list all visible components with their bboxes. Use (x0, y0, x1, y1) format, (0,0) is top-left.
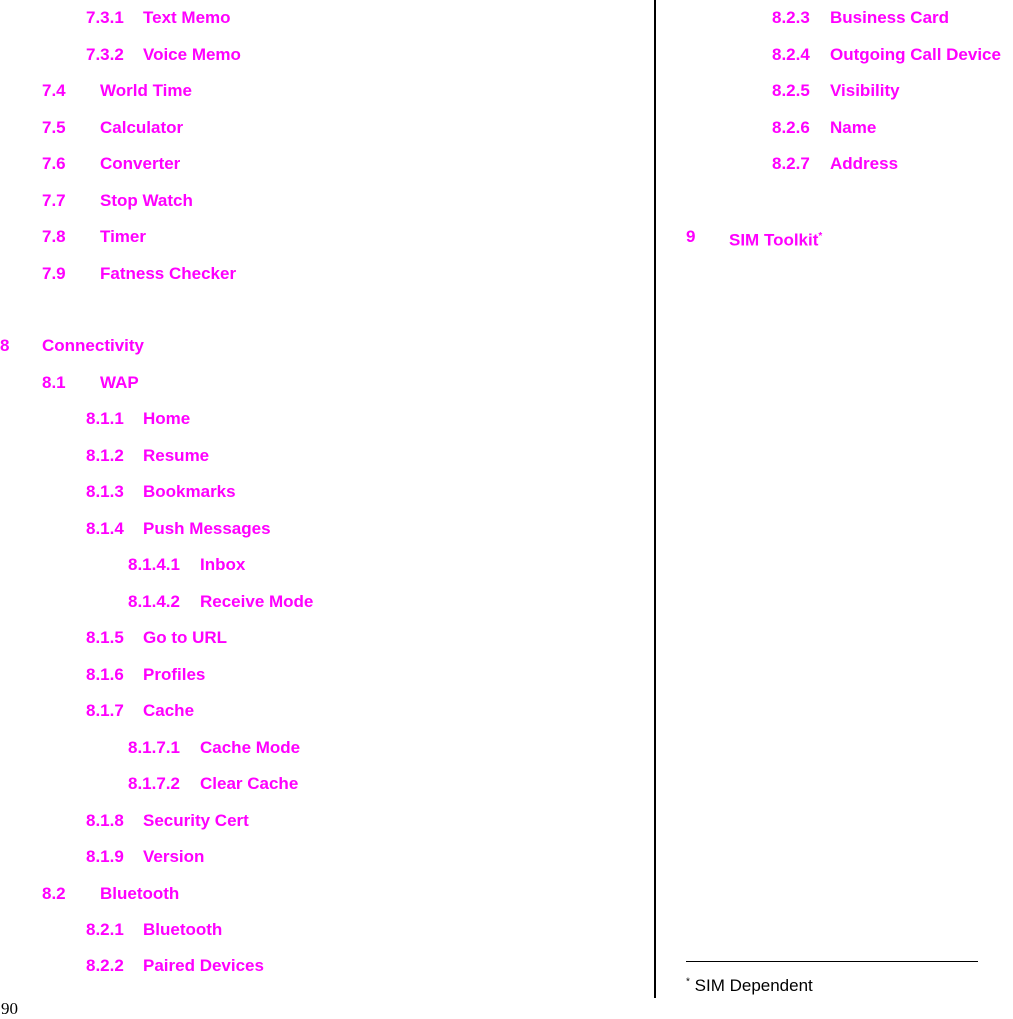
toc-label: Stop Watch (100, 191, 193, 210)
toc-number: 8.2.1 (86, 920, 124, 939)
toc-number: 8.1.7.2 (128, 774, 180, 793)
column-divider (654, 0, 656, 998)
toc-number: 7.7 (42, 191, 66, 210)
toc-number: 7.5 (42, 118, 66, 137)
toc-label: Security Cert (143, 811, 249, 830)
toc-label: Bookmarks (143, 482, 236, 501)
toc-label: Inbox (200, 555, 246, 574)
toc-label: Push Messages (143, 519, 271, 538)
toc-number: 8.1.5 (86, 628, 124, 647)
toc-label: Cache (143, 701, 195, 720)
toc-label: Connectivity (42, 336, 145, 355)
toc-label: Cache Mode (200, 738, 301, 757)
toc-label: Text Memo (143, 8, 231, 27)
toc-label: Name (830, 118, 877, 137)
toc-label: Converter (100, 154, 181, 173)
toc-label: Business Card (830, 8, 950, 27)
toc-number: 8.1.4.1 (128, 555, 180, 574)
toc-number: 7.8 (42, 227, 66, 246)
toc-label: Bluetooth (143, 920, 223, 939)
toc-label: Go to URL (143, 628, 228, 647)
toc-label: Voice Memo (143, 45, 241, 64)
toc-label: Resume (143, 446, 210, 465)
toc-label: Receive Mode (200, 592, 314, 611)
toc-label-group (729, 227, 822, 251)
toc-number: 8.2.3 (772, 8, 810, 27)
toc-label: Outgoing Call Device (830, 45, 1001, 64)
toc-number: 8.1.7.1 (128, 738, 180, 757)
footnote-marker: * (686, 976, 690, 988)
toc-label: Fatness Checker (100, 264, 237, 283)
toc-number: 7.9 (42, 264, 66, 283)
toc-number: 8.2 (42, 884, 66, 903)
toc-number: 9 (686, 227, 696, 246)
toc-label: Paired Devices (143, 956, 264, 975)
toc-label: Version (143, 847, 205, 866)
toc-number: 8.2.4 (772, 45, 810, 64)
footnote-marker: * (818, 231, 823, 242)
toc-number: 8.2.2 (86, 956, 124, 975)
toc-number: 7.3.2 (86, 45, 124, 64)
toc-label: Visibility (830, 81, 900, 100)
page-number: 90 (1, 999, 18, 1018)
toc-number: 8.1.4.2 (128, 592, 180, 611)
toc-number: 8.1.9 (86, 847, 124, 866)
toc-number: 8.1.8 (86, 811, 124, 830)
toc-number: 8.2.7 (772, 154, 810, 173)
toc-label: SIM Toolkit (729, 230, 819, 250)
toc-number: 8.1.4 (86, 519, 124, 538)
toc-number: 8.2.6 (772, 118, 810, 137)
toc-label: Bluetooth (100, 884, 180, 903)
toc-number: 7.3.1 (86, 8, 124, 27)
footnote (686, 976, 813, 996)
toc-number: 8.2.5 (772, 81, 810, 100)
toc-label: Clear Cache (200, 774, 299, 793)
toc-number: 7.6 (42, 154, 66, 173)
toc-number: 8.1.1 (86, 409, 124, 428)
toc-label: Calculator (100, 118, 184, 137)
toc-label: Timer (100, 227, 146, 246)
footnote-text: SIM Dependent (694, 976, 813, 995)
toc-label: Address (830, 154, 899, 173)
toc-number: 7.4 (42, 81, 66, 100)
toc-number: 8.1.2 (86, 446, 124, 465)
toc-number: 8 (0, 336, 10, 355)
toc-number: 8.1 (42, 373, 66, 392)
toc-label: Home (143, 409, 191, 428)
footnote-rule (686, 961, 978, 962)
toc-number: 8.1.7 (86, 701, 124, 720)
toc-label: WAP (100, 373, 139, 392)
toc-label: World Time (100, 81, 192, 100)
toc-number: 8.1.3 (86, 482, 124, 501)
toc-number: 8.1.6 (86, 665, 124, 684)
toc-label: Profiles (143, 665, 206, 684)
